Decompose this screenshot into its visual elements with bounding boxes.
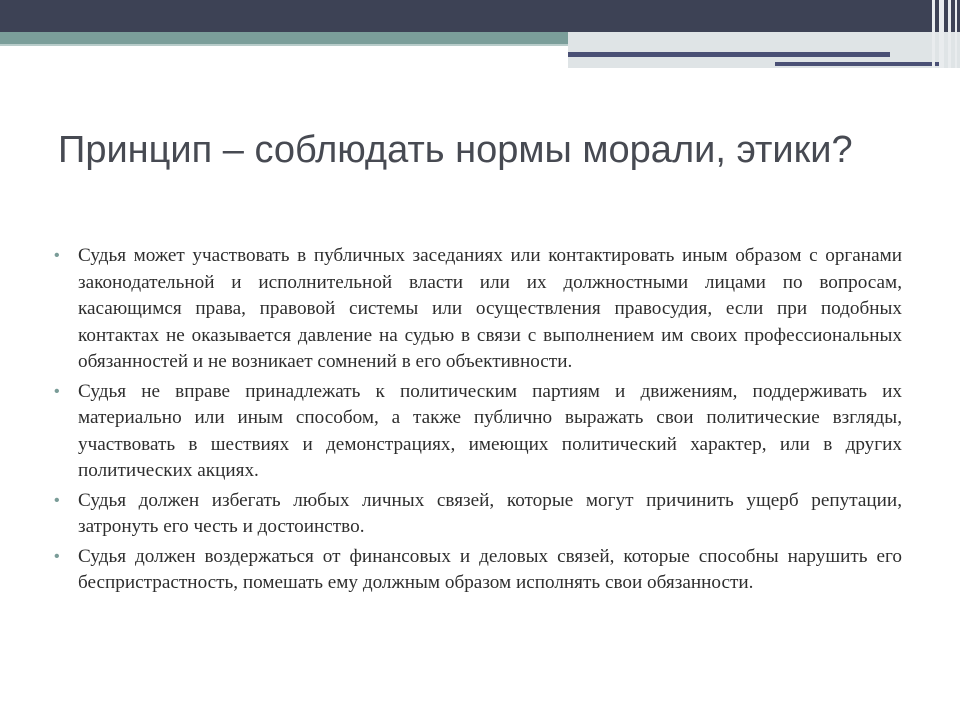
bullet-icon: • bbox=[54, 247, 60, 264]
bullet-text: Судья должен избегать любых личных связей, которые могут причинить ущерб репутации, затронуть его честь и достоинство. bbox=[78, 489, 902, 537]
bullet-text: Судья может участвовать в публичных заседаниях или контактировать иным образом с органами законодательной и исполнительной власти или их должностными лицами по вопросам, касающимся права, правовой системы или осуществления правосудия, если при подобных контактах не оказывается давление на судью в связи с выполнением им своих профессиональных обязанностей и не возникает сомнений в его объективности. bbox=[78, 245, 902, 372]
header-teal-band bbox=[0, 32, 568, 44]
bullet-item bbox=[54, 243, 902, 376]
bullet-item bbox=[54, 544, 902, 597]
header-vertical-stripes bbox=[928, 0, 960, 68]
slide-title: Принцип – соблюдать нормы морали, этики? bbox=[58, 129, 853, 171]
bullet-text: Судья должен воздержаться от финансовых и деловых связей, которые способны нарушить его беспристрастность, помешать ему должным образом исполнять свои обязанности. bbox=[78, 545, 902, 593]
bullet-list bbox=[54, 243, 902, 600]
bullet-text: Судья не вправе принадлежать к политическим партиям и движениям, поддерживать их материально или иным способом, а также публично выражать свои политические взгляды, участвовать в шествиях и демонстрациях, имеющих политический характер, или в других политических акциях. bbox=[78, 380, 902, 481]
bullet-icon: • bbox=[54, 491, 60, 509]
bullet-icon: • bbox=[54, 547, 60, 565]
bullet-item bbox=[54, 379, 902, 485]
header-bar bbox=[0, 0, 960, 32]
header-teal-thin-line bbox=[0, 44, 568, 46]
bullet-icon: • bbox=[54, 382, 60, 400]
bullet-item bbox=[54, 488, 902, 541]
header-navy-line bbox=[568, 52, 890, 57]
header-navy-line-short bbox=[775, 62, 943, 66]
